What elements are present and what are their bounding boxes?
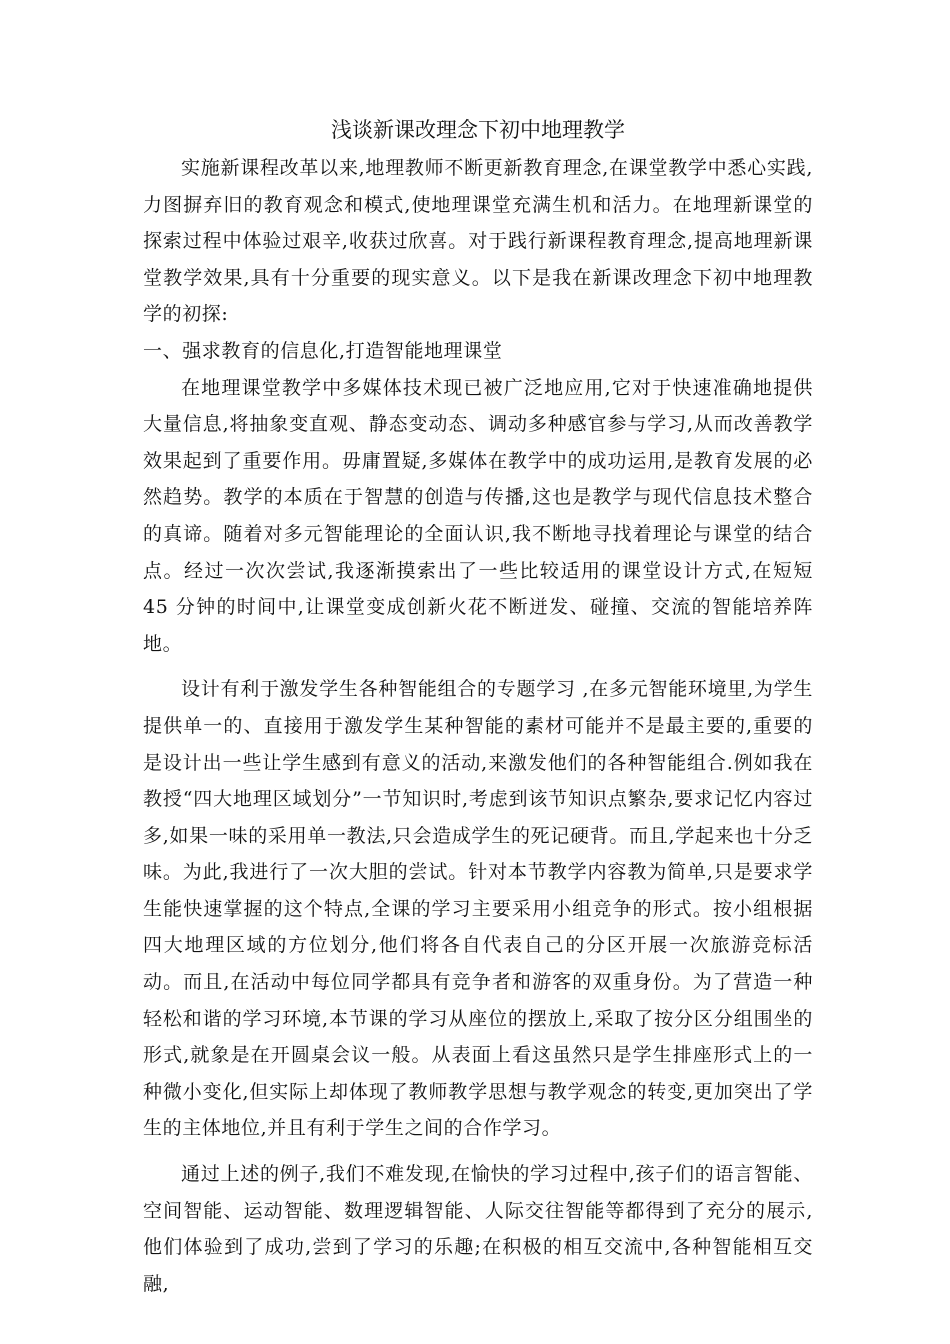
section-1-paragraph-3: 通过上述的例子,我们不难发现,在愉快的学习过程中,孩子们的语言智能、空间智能、运动智能、数理逻辑智能、人际交往智能等都得到了充分的展示,他们体验到了成功,尝到了学习的乐趣;在积极的相互交流中,各种智能相互交融,: [143, 1163, 813, 1295]
intro-paragraph: 实施新课程改革以来,地理教师不断更新教育理念,在课堂教学中悉心实践,力图摒弃旧的教育观念和模式,使地理课堂充满生机和活力。在地理新课堂的探索过程中体验过艰辛,收获过欣喜。对于践行新课程教育理念,提高地理新课堂教学效果,具有十分重要的现实意义。以下是我在新课改理念下初中地理教学的初探:: [143, 157, 813, 326]
section-heading-1: 一、强求教育的信息化,打造智能地理课堂: [143, 339, 503, 362]
document-title: 浅谈新课改理念下初中地理教学: [331, 118, 625, 142]
paragraph-spacer: [143, 1147, 813, 1156]
section-1-paragraph-1: 在地理课堂教学中多媒体技术现已被广泛地应用,它对于快速准确地提供大量信息,将抽象变直观、静态变动态、调动多种感官参与学习,从而改善教学效果起到了重要作用。毋庸置疑,多媒体在教学中的成功运用,是教育发展的必然趋势。教学的本质在于智慧的创造与传播,这也是教学与现代信息技术整合的真谛。随着对多元智能理论的全面认识,我不断地寻找着理论与课堂的结合点。经过一次次尝试,我逐渐摸索出了一些比较适用的课堂设计方式,在短短 45 分钟的时间中,让课堂变成创新火花不断迸发、碰撞、交流的智能培养阵地。: [143, 376, 813, 655]
section-1-paragraph-2: 设计有利于激发学生各种智能组合的专题学习 ,在多元智能环境里,为学生提供单一的、直接用于激发学生某种智能的素材可能并不是最主要的,重要的是设计出一些让学生感到有意义的活动,来激发他们的各种智能组合.例如我在教授“四大地理区域划分”一节知识时,考虑到该节知识点繁杂,要求记忆内容过多,如果一味的采用单一教法,只会造成学生的死记硬背。而且,学起来也十分乏味。为此,我进行了一次大胆的尝试。针对本节教学内容教为简单,只是要求学生能快速掌握的这个特点,全课的学习主要采用小组竞争的形式。按小组根据四大地理区域的方位划分,他们将各自代表自己的分区开展一次旅游竞标活动。而且,在活动中每位同学都具有竞争者和游客的双重身份。为了营造一种轻松和谐的学习环境,本节课的学习从座位的摆放上,采取了按分区分组围坐的形式,就象是在开圆桌会议一般。从表面上看这虽然只是学生排座形式上的一种微小变化,但实际上却体现了教师教学思想与教学观念的转变,更加突出了学生的主体地位,并且有利于学生之间的合作学习。: [143, 678, 813, 1140]
paragraph-spacer: [143, 662, 813, 671]
document-body: [143, 115, 813, 1302]
